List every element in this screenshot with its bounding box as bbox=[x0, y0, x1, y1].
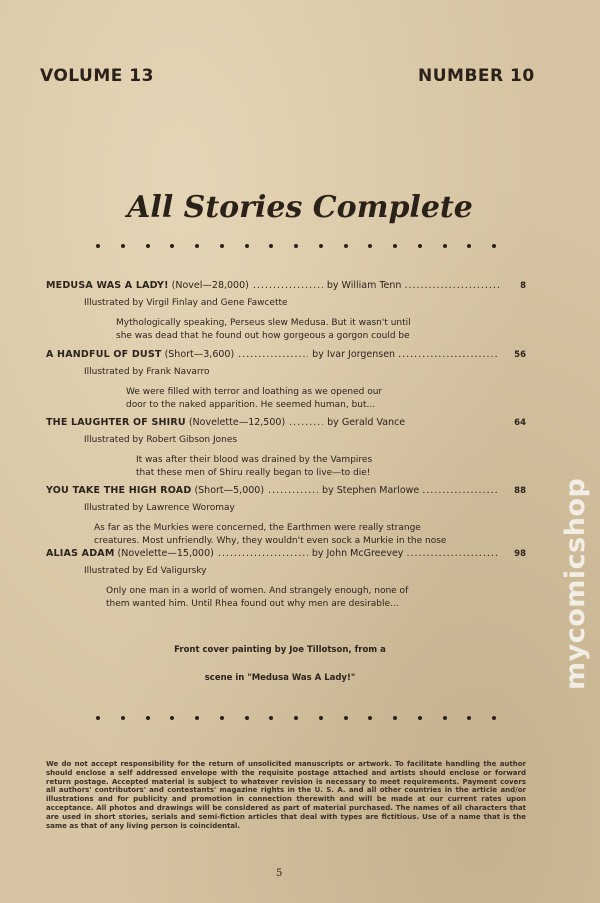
legal-fine-print: We do not accept responsibility for the return of unsolicited manuscripts or artwork. To facilitate handling the author should enclose a self addressed envelope with the requisite postage attached and artists should enclose or forward return postage. Accepted material is subject to whatever revision is necessary to meet requirements. Payment covers all authors' contributors' and contestants' magazine rights in the U. S. A. and all other countries in the article and/or illustrations and for publicity and promotion in connection therewith and will be made at our current rates upon acceptance. All photos and drawings will be considered as part of material purchased. The names of all characters that are used in short stories, serials and semi-fiction articles that deal with types are fictitious. Use of a name that is the same as that of any living person is coincidental. bbox=[46, 760, 526, 830]
cover-credit-line: Front cover painting by Joe Tillotson, from a bbox=[174, 645, 386, 655]
story-title: A HANDFUL OF DUST bbox=[46, 349, 162, 360]
story-illustrator: Illustrated by Robert Gibson Jones bbox=[84, 435, 238, 445]
story-illustrator: Illustrated by Frank Navarro bbox=[84, 367, 210, 377]
dot-divider-bottom bbox=[96, 716, 496, 722]
story-blurb-line: As far as the Murkies were concerned, the Earthmen were really strange bbox=[94, 523, 421, 533]
story-blurb-line: creatures. Most unfriendly. Why, they wouldn't even sock a Murkie in the nose bbox=[94, 536, 447, 546]
story-blurb-line: Only one man in a world of women. And strangely enough, none of bbox=[106, 586, 409, 596]
story-blurb-line: Mythologically speaking, Perseus slew Medusa. But it wasn't until bbox=[116, 318, 411, 328]
story-author: by Stephen Marlowe bbox=[322, 485, 420, 496]
story-page-number: 98 bbox=[514, 549, 526, 559]
dot-leader bbox=[398, 349, 499, 360]
story-author: by John McGreevey bbox=[311, 548, 404, 559]
story-entry bbox=[46, 417, 526, 480]
story-illustrator: Illustrated by Lawrence Woromay bbox=[84, 503, 235, 513]
story-page-number: 64 bbox=[514, 418, 526, 428]
story-author: by Ivar Jorgensen bbox=[312, 349, 396, 360]
cover-credit-line: scene in "Medusa Was A Lady!" bbox=[204, 673, 356, 683]
story-page-number: 8 bbox=[520, 281, 526, 291]
contents-title: All Stories Complete bbox=[127, 190, 473, 225]
story-title: ALIAS ADAM bbox=[46, 548, 115, 559]
story-page-number: 56 bbox=[514, 350, 526, 360]
dot-leader bbox=[238, 349, 308, 360]
page-number: 5 bbox=[276, 868, 283, 879]
story-blurb bbox=[116, 317, 526, 343]
issue-number-label: NUMBER 10 bbox=[418, 66, 535, 86]
story-entry bbox=[46, 485, 526, 548]
story-meta: (Short—3,600) bbox=[164, 349, 235, 360]
story-meta: (Novelette—12,500) bbox=[188, 417, 286, 428]
story-illustrator: Illustrated by Virgil Finlay and Gene Fawcette bbox=[84, 298, 288, 308]
volume-label: VOLUME 13 bbox=[40, 66, 154, 86]
story-entry bbox=[46, 349, 526, 412]
dot-leader bbox=[289, 417, 323, 428]
story-author: by William Tenn bbox=[326, 280, 402, 291]
story-meta: (Novelette—15,000) bbox=[117, 548, 214, 559]
watermark-logo: mycomicshop bbox=[560, 477, 591, 690]
story-blurb-line: them wanted him. Until Rhea found out why men are desirable... bbox=[106, 599, 399, 609]
story-blurb-line: It was after their blood was drained by the Vampires bbox=[136, 455, 373, 465]
story-blurb bbox=[136, 454, 526, 480]
story-title: YOU TAKE THE HIGH ROAD bbox=[46, 485, 192, 496]
story-blurb-line: We were filled with terror and loathing as we opened our bbox=[126, 387, 383, 397]
story-title: MEDUSA WAS A LADY! bbox=[46, 280, 169, 291]
story-blurb-line: door to the naked apparition. He seemed human, but... bbox=[126, 400, 376, 410]
story-author: by Gerald Vance bbox=[327, 417, 406, 428]
story-blurb-line: she was dead that he found out how gorgeous a gorgon could be bbox=[116, 331, 410, 341]
story-blurb bbox=[106, 585, 526, 611]
story-title: THE LAUGHTER OF SHIRU bbox=[46, 417, 186, 428]
dot-leader bbox=[404, 280, 499, 291]
dot-divider-top bbox=[96, 244, 496, 250]
story-page-number: 88 bbox=[514, 486, 526, 496]
story-meta: (Novel—28,000) bbox=[171, 280, 249, 291]
dot-leader bbox=[268, 485, 318, 496]
dot-leader bbox=[218, 548, 308, 559]
dot-leader bbox=[253, 280, 323, 291]
story-entry bbox=[46, 280, 526, 343]
story-meta: (Short—5,000) bbox=[194, 485, 265, 496]
dot-leader bbox=[406, 548, 499, 559]
story-blurb bbox=[94, 522, 526, 548]
story-blurb bbox=[126, 386, 526, 412]
story-illustrator: Illustrated by Ed Valigursky bbox=[84, 566, 207, 576]
story-entry bbox=[46, 548, 526, 611]
dot-leader bbox=[422, 485, 499, 496]
story-blurb-line: that these men of Shiru really began to live—to die! bbox=[136, 468, 371, 478]
